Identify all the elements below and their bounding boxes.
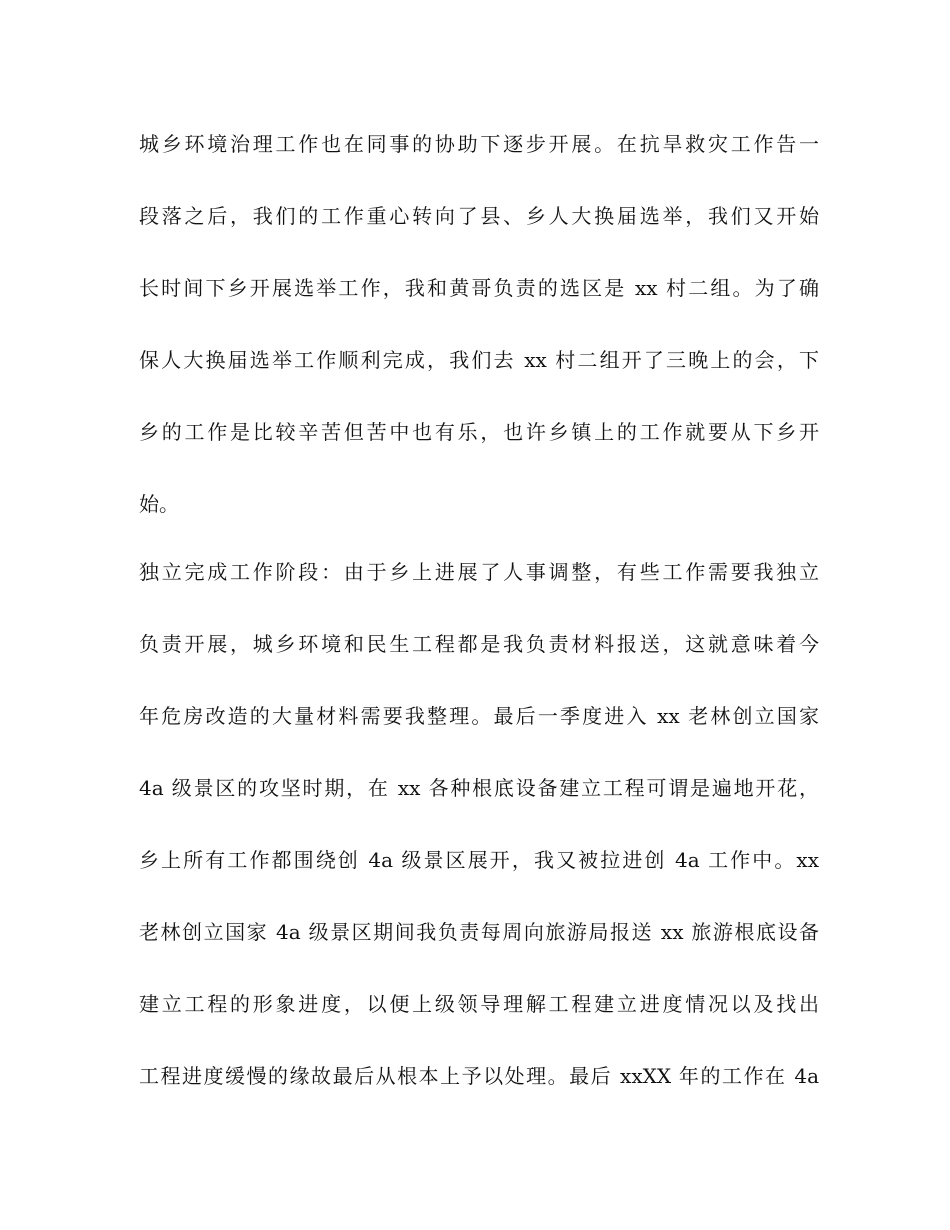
text-line: 负责开展，城乡环境和民生工程都是我负责材料报送，这就意味着今 bbox=[139, 632, 819, 656]
text-line: 保人大换届选举工作顺利完成，我们去 xx 村二组开了三晚上的会，下 bbox=[139, 348, 819, 372]
text-line: 乡上所有工作都围绕创 4a 级景区展开，我又被拉进创 4a 工作中。xx bbox=[139, 848, 819, 872]
text-line: 工程进度缓慢的缘故最后从根本上予以处理。最后 xxXX 年的工作在 4a bbox=[139, 1064, 819, 1088]
text-line: 长时间下乡开展选举工作，我和黄哥负责的选区是 xx 村二组。为了确 bbox=[139, 276, 819, 300]
text-line: 年危房改造的大量材料需要我整理。最后一季度进入 xx 老林创立国家 bbox=[139, 704, 819, 728]
text-line: 4a 级景区的攻坚时期，在 xx 各种根底设备建立工程可谓是遍地开花， bbox=[139, 776, 819, 800]
text-line: 老林创立国家 4a 级景区期间我负责每周向旅游局报送 xx 旅游根底设备 bbox=[139, 920, 819, 944]
text-line: 城乡环境治理工作也在同事的协助下逐步开展。在抗旱救灾工作告一 bbox=[139, 132, 819, 156]
text-line: 始。 bbox=[139, 492, 179, 516]
text-line: 段落之后，我们的工作重心转向了县、乡人大换届选举，我们又开始 bbox=[139, 204, 819, 228]
text-line: 建立工程的形象进度，以便上级领导理解工程建立进度情况以及找出 bbox=[139, 992, 819, 1016]
text-line: 独立完成工作阶段：由于乡上进展了人事调整，有些工作需要我独立 bbox=[139, 560, 819, 584]
text-line: 乡的工作是比较辛苦但苦中也有乐，也许乡镇上的工作就要从下乡开 bbox=[139, 420, 819, 444]
